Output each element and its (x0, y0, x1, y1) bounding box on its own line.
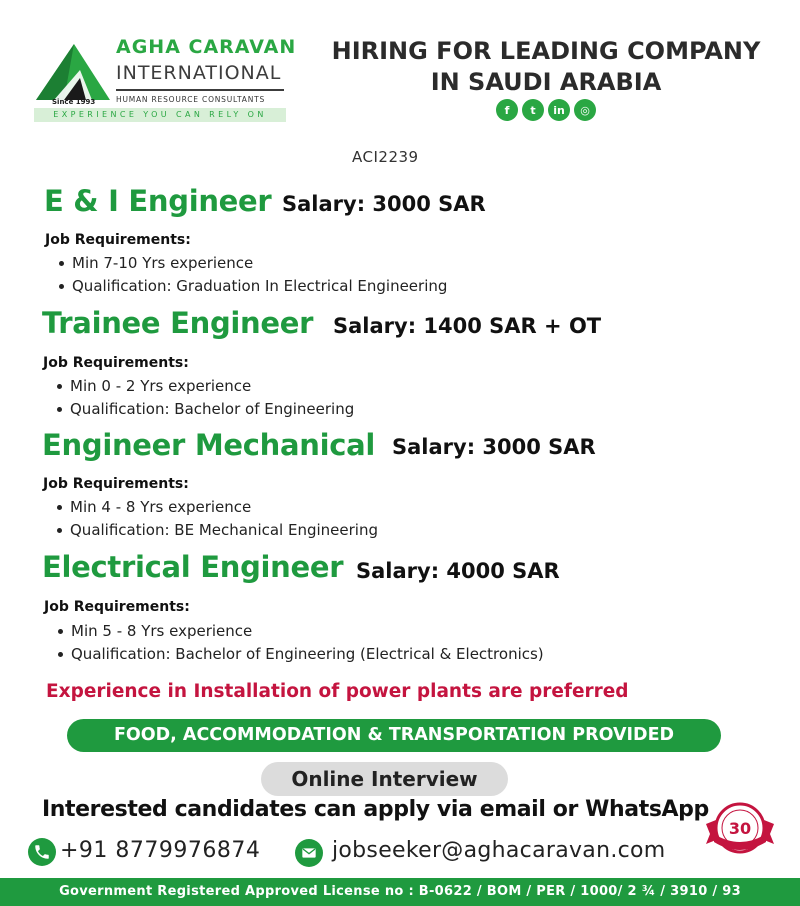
preferred-experience-note: Experience in Installation of power plants are preferred (46, 681, 629, 702)
phone-icon (33, 843, 51, 861)
logo-name-line2: INTERNATIONAL (116, 62, 282, 84)
reference-code: ACI2239 (352, 148, 419, 166)
list-item: Qualification: Graduation In Electrical Engineering (56, 275, 447, 298)
list-item: Min 5 - 8 Yrs experience (55, 620, 544, 643)
logo-divider (116, 89, 284, 91)
job-requirements-list (55, 620, 544, 665)
list-item: Qualification: BE Mechanical Engineering (54, 519, 378, 542)
job-title-electrical-engineer: Electrical Engineer (42, 550, 344, 584)
list-item: Min 0 - 2 Yrs experience (54, 375, 354, 398)
phone-number[interactable]: +91 8779976874 (60, 838, 261, 863)
headline-line2: IN SAUDI ARABIA (430, 68, 662, 96)
twitter-icon[interactable]: t (522, 99, 544, 121)
interview-mode-badge: Online Interview (261, 762, 508, 796)
list-item: Min 7-10 Yrs experience (56, 252, 447, 275)
social-links (496, 99, 596, 121)
job-requirements-heading: Job Requirements: (45, 232, 191, 248)
license-footer: Government Registered Approved License no : B-0622 / BOM / PER / 1000/ 2 ¾ / 3910 / 93 (0, 878, 800, 906)
thirty-years-badge-icon (702, 800, 778, 860)
job-title-engineer-mechanical: Engineer Mechanical (42, 428, 376, 462)
apply-instructions: Interested candidates can apply via email or WhatsApp (42, 797, 709, 822)
job-requirements-list (54, 496, 378, 541)
email-address[interactable]: jobseeker@aghacaravan.com (332, 838, 666, 863)
job-salary: Salary: 3000 SAR (282, 192, 486, 216)
job-salary: Salary: 1400 SAR + OT (333, 314, 602, 338)
job-requirements-heading: Job Requirements: (44, 599, 190, 615)
job-requirements-heading: Job Requirements: (43, 476, 189, 492)
list-item: Min 4 - 8 Yrs experience (54, 496, 378, 519)
job-salary: Salary: 3000 SAR (392, 435, 596, 459)
facebook-icon[interactable]: f (496, 99, 518, 121)
logo-mountain-icon (34, 40, 112, 104)
job-salary: Salary: 4000 SAR (356, 559, 560, 583)
list-item: Qualification: Bachelor of Engineering (54, 398, 354, 421)
list-item: Qualification: Bachelor of Engineering (Electrical & Electronics) (55, 643, 544, 666)
job-title-e-and-i-engineer: E & I Engineer (44, 184, 272, 218)
email-icon[interactable] (295, 839, 323, 867)
job-requirements-list (54, 375, 354, 420)
logo-tagline: EXPERIENCE YOU CAN RELY ON (34, 108, 286, 122)
job-requirements-list (56, 252, 447, 297)
benefits-banner: FOOD, ACCOMMODATION & TRANSPORTATION PROVIDED (67, 719, 721, 752)
whatsapp-phone-icon[interactable] (28, 838, 56, 866)
job-title-trainee-engineer: Trainee Engineer (42, 306, 314, 340)
instagram-icon[interactable]: ◎ (574, 99, 596, 121)
logo-subtitle: HUMAN RESOURCE CONSULTANTS (116, 95, 266, 104)
envelope-icon (301, 845, 317, 861)
hiring-headline (320, 36, 772, 98)
logo-since-text: Since 1993 (52, 98, 96, 106)
badge-number: 30 (728, 819, 752, 838)
job-requirements-heading: Job Requirements: (43, 355, 189, 371)
linkedin-icon[interactable]: in (548, 99, 570, 121)
logo-name-line1: AGHA CARAVAN (116, 36, 297, 58)
headline-line1: HIRING FOR LEADING COMPANY (331, 37, 761, 65)
company-logo (34, 36, 297, 122)
